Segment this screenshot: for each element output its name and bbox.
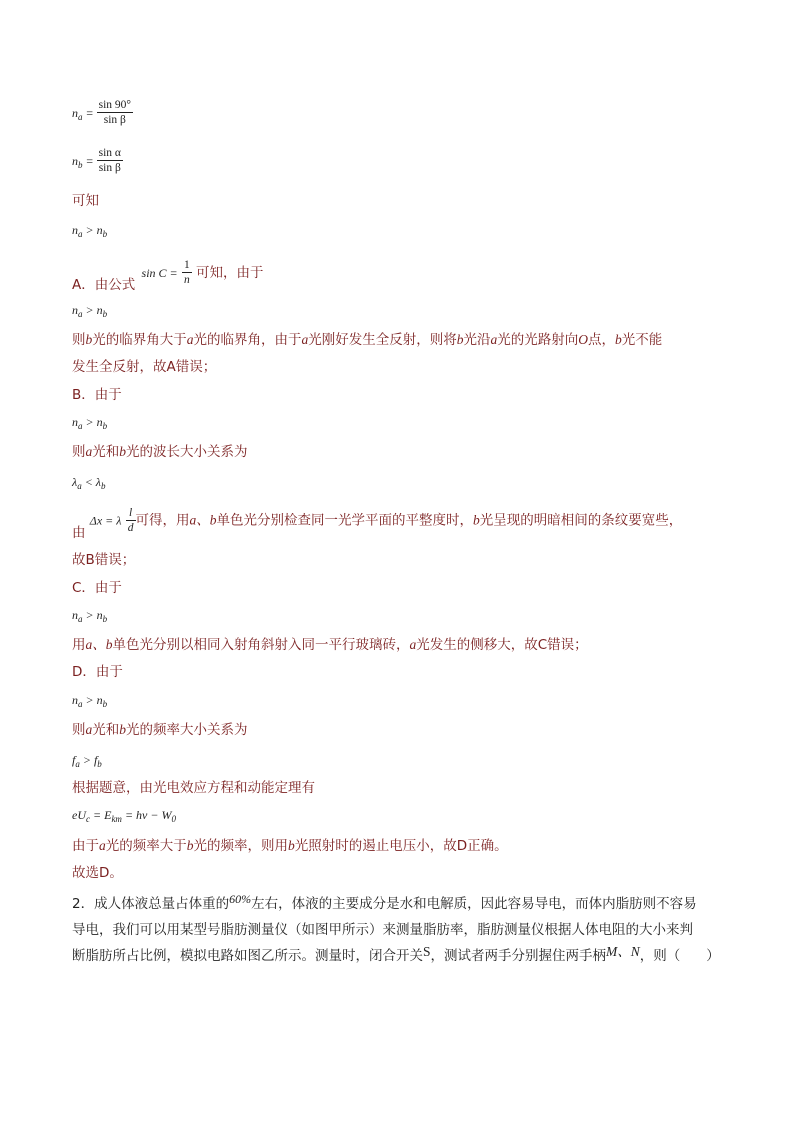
option-b-text: 则a光和b光的波长大小关系为 [72,444,248,460]
option-b-text-2: 故B错误； [72,552,136,568]
formula-na-gt-nb-4: $n_a > n_b$ [72,608,108,624]
option-d-label: D．由于 [72,664,123,680]
option-a-text-2: 发生全反射，故A错误； [72,359,217,375]
option-b-dx: 由 Δx = λ $\frac{l}{d}$ 可得，用a、b单色光分别检查同一光学平面的平整度时，b光呈现的明暗相间的条纹要宽些， [72,507,683,541]
option-a-text: 则b光的临界角大于a光的临界角，由于a光刚好发生全反射，则将b光沿a光的光路射向O点，b光不能 [72,332,663,348]
formula-photoelectric: $eU_c = E_{km} = h\nu - W_0$ [72,808,176,824]
question-2-line-3: 断脂肪所占比例，模拟电路如图乙所示。测量时，闭合开关S，测试者两手分别握住两手柄M、N，则（ ） [72,944,720,964]
answer-line: 故选D。 [72,865,123,881]
text-kezhi: 可知 [72,193,99,209]
option-c-label: C．由于 [72,580,122,596]
formula-na-gt-nb-3: $n_a > n_b$ [72,415,108,431]
formula-nb: $n_b$ = $\frac{\text{sin α}}{\text{sin β}}$ [72,147,121,174]
option-c-text: 用a、b单色光分别以相同入射角斜射入同一平行玻璃砖，a光发生的侧移大，故C错误； [72,637,588,653]
option-d-text-2: 根据题意，由光电效应方程和动能定理有 [72,780,315,796]
option-d-text: 则a光和b光的频率大小关系为 [72,722,248,738]
question-2-line-1: 2．成人体液总量占体重的60%左右，体液的主要成分是水和电解质，因此容易导电，而体内脂肪则不容易 [72,892,697,912]
question-2-line-2: 导电，我们可以用某型号脂肪测量仪（如图甲所示）来测量脂肪率，脂肪测量仪根据人体电阻的大小来判 [72,922,693,938]
option-b-label: B．由于 [72,387,122,403]
formula-frequency: $f_a > f_b$ [72,753,102,769]
option-d-text-3: 由于a光的频率大于b光的频率，则用b光照射时的遏止电压小，故D正确。 [72,838,508,854]
formula-na: $n_a$ = $\frac{\sin 90^\circ}{\text{sin β}}$ [72,99,132,126]
formula-na-gt-nb-5: $n_a > n_b$ [72,693,108,709]
formula-na-gt-nb: $n_a > n_b$ [72,223,108,239]
formula-lambda: $\lambda_a < \lambda_b$ [72,475,106,491]
formula-na-gt-nb-2: $n_a > n_b$ [72,303,108,319]
option-a-line: A．由公式 sin C = $\frac{1}{n}$ 可知，由于 [72,259,264,293]
